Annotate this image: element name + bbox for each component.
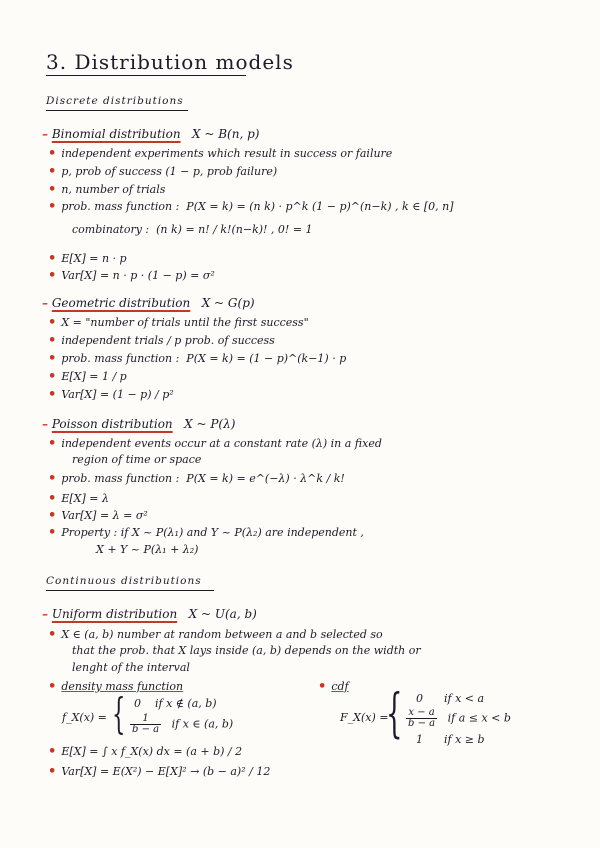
uniform-Fx-brace: { — [386, 684, 403, 744]
uniform-expectation: • E[X] = ∫ x f_X(x) dx = (a + b) / 2 — [48, 744, 243, 759]
geometric-variance: • Var[X] = (1 − p) / p² — [48, 387, 174, 402]
uniform-cdf-label: • cdf — [318, 679, 349, 694]
uniform-Fx-case1: 0 if x < a — [416, 692, 485, 705]
uniform-line: • X ∈ (a, b) number at random between a and b selected so — [48, 627, 383, 642]
binomial-variance: • Var[X] = n · p · (1 − p) = σ² — [48, 268, 215, 283]
geometric-pmf: • prob. mass function : P(X = k) = (1 − p)^(k−1) · p — [48, 351, 347, 366]
uniform-line: lenght of the interval — [72, 661, 190, 674]
geometric-heading: – Geometric distribution X ~ G(p) — [42, 296, 255, 310]
uniform-fx-case2: $\frac{1}{b - a}$ if x ∈ (a, b) — [132, 713, 234, 735]
uniform-Fx-left: F_X(x) = — [340, 711, 389, 724]
binomial-line: • p, prob of success (1 − p, prob failure) — [48, 164, 278, 179]
section-discrete-underline — [46, 110, 188, 111]
uniform-fx-left: f_X(x) = — [62, 711, 107, 724]
poisson-line: region of time or space — [72, 453, 202, 466]
uniform-Fx-case2: $\frac{x - a}{b - a}$ if a ≤ x < b — [408, 707, 511, 729]
poisson-heading: – Poisson distribution X ~ P(λ) — [42, 417, 236, 431]
poisson-expectation: • E[X] = λ — [48, 491, 109, 506]
section-continuous-underline — [46, 590, 214, 591]
section-discrete: Discrete distributions — [46, 95, 184, 107]
uniform-density-label: • density mass function — [48, 679, 184, 694]
title-underline — [46, 75, 246, 76]
binomial-line: • n, number of trials — [48, 182, 166, 197]
page-title: 3. Distribution models — [46, 50, 294, 74]
binomial-pmf: • prob. mass function : P(X = k) = (n k) · p^k (1 − p)^(n−k) , k ∈ [0, n] — [48, 199, 454, 214]
poisson-property-result: X + Y ~ P(λ₁ + λ₂) — [96, 543, 199, 556]
binomial-heading: – Binomial distribution X ~ B(n, p) — [42, 127, 260, 141]
uniform-heading: – Uniform distribution X ~ U(a, b) — [42, 607, 257, 621]
uniform-fx-brace: { — [112, 689, 126, 738]
section-continuous: Continuous distributions — [46, 575, 202, 587]
binomial-expectation: • E[X] = n · p — [48, 251, 127, 266]
binomial-combinatory: combinatory : (n k) = n! / k!(n−k)! , 0! = 1 — [72, 223, 313, 236]
uniform-variance: • Var[X] = E(X²) − E[X]² → (b − a)² / 12 — [48, 764, 271, 779]
poisson-pmf: • prob. mass function : P(X = k) = e^(−λ) · λ^k / k! — [48, 471, 345, 486]
uniform-fx-case1: 0 if x ∉ (a, b) — [134, 697, 217, 710]
geometric-line: • independent trials / p prob. of success — [48, 333, 275, 348]
uniform-line: that the prob. that X lays inside (a, b) depends on the width or — [72, 644, 421, 657]
geometric-expectation: • E[X] = 1 / p — [48, 369, 127, 384]
uniform-Fx-case3: 1 if x ≥ b — [416, 733, 485, 746]
binomial-line: • independent experiments which result in success or failure — [48, 146, 393, 161]
poisson-line: • independent events occur at a constant rate (λ) in a fixed — [48, 436, 382, 451]
geometric-line: • X = "number of trials until the first success" — [48, 315, 309, 330]
poisson-variance: • Var[X] = λ = σ² — [48, 508, 148, 523]
poisson-property: • Property : if X ~ P(λ₁) and Y ~ P(λ₂) are independent , — [48, 525, 364, 540]
